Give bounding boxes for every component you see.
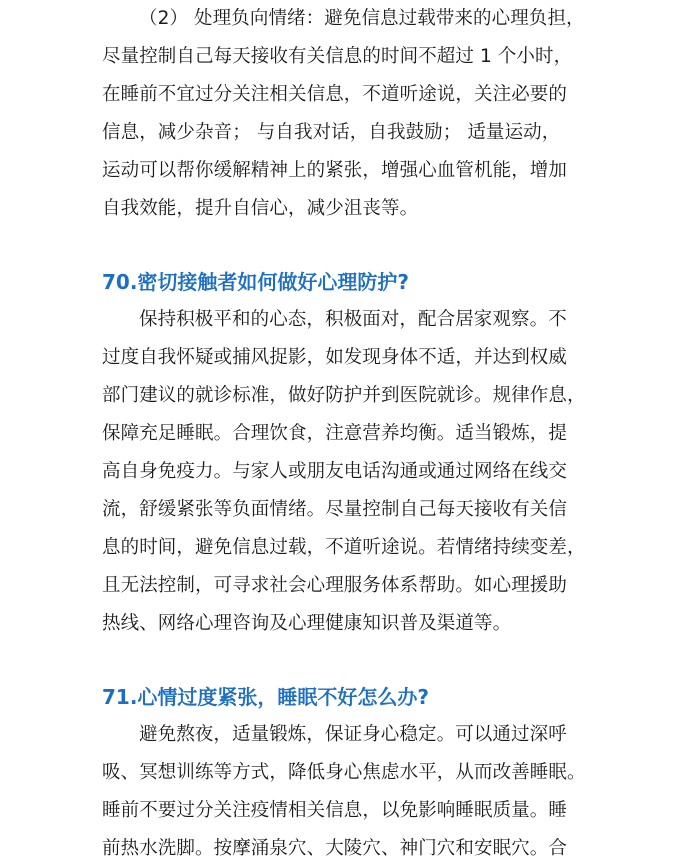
- section-heading: 70.密切接触者如何做好心理防护?: [102, 270, 410, 294]
- section-70: [102, 263, 586, 643]
- paragraph-line: 避免熬夜，适量锻炼，保证身心稳定。可以通过深呼: [139, 724, 567, 745]
- section-prev: [102, 0, 585, 228]
- paragraph-line: 流，舒缓紧张等负面情绪。尽量控制自己每天接收有关信: [102, 499, 568, 520]
- paragraph-line: 信息，减少杂音； 与自我对话，自我鼓励； 适量运动，: [102, 122, 561, 143]
- spacer: [102, 643, 582, 678]
- section-71: [102, 678, 586, 868]
- paragraph-line: 吸、冥想训练等方式，降低身心焦虑水平，从而改善睡眠。: [102, 762, 586, 783]
- section-heading: 71.心情过度紧张，睡眠不好怎么办?: [102, 685, 430, 709]
- paragraph-line: 高自身免疫力。与家人或朋友电话沟通或通过网络在线交: [102, 461, 568, 482]
- paragraph-line: 自我效能，提升自信心，减少沮丧等。: [102, 198, 419, 219]
- paragraph-line: 睡前不要过分关注疫情相关信息，以免影响睡眠质量。睡: [102, 800, 568, 821]
- paragraph-line: 在睡前不宜过分关注相关信息，不道听途说，关注必要的: [102, 84, 568, 105]
- paragraph-line: 保障充足睡眠。合理饮食，注意营养均衡。适当锻炼，提: [102, 423, 568, 444]
- paragraph-line: 尽量控制自己每天接收有关信息的时间不超过 1 个小时，: [102, 46, 573, 67]
- paragraph-line: 且无法控制，可寻求社会心理服务体系帮助。如心理援助: [102, 575, 568, 596]
- paragraph-line: （2） 处理负向情绪：避免信息过载带来的心理负担，: [139, 8, 585, 29]
- document-page: [102, 0, 586, 868]
- paragraph-line: 部门建议的就诊标准，做好防护并到医院就诊。规律作息，: [102, 385, 586, 406]
- spacer: [102, 228, 582, 263]
- paragraph-line: 过度自我怀疑或捕风捉影，如发现身体不适，并达到权威: [102, 347, 568, 368]
- paragraph-line: 运动可以帮你缓解精神上的紧张，增强心血管机能，增加: [102, 160, 568, 181]
- paragraph-line: 前热水洗脚。按摩涌泉穴、大陵穴、神门穴和安眠穴。合: [102, 838, 568, 859]
- paragraph-line: 热线、网络心理咨询及心理健康知识普及渠道等。: [102, 613, 512, 634]
- paragraph-line: 息的时间，避免信息过载，不道听途说。若情绪持续变差，: [102, 537, 586, 558]
- paragraph-line: 保持积极平和的心态，积极面对，配合居家观察。不: [139, 309, 567, 330]
